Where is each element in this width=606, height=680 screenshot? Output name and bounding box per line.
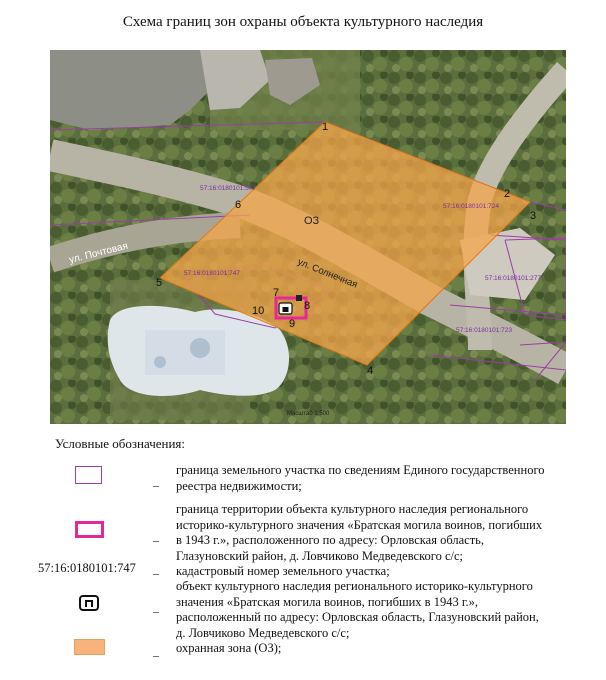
point-label: 8 — [304, 300, 311, 312]
map[interactable] — [50, 50, 566, 424]
point-label: 10 — [252, 305, 265, 317]
point-label: 9 — [289, 318, 296, 330]
monument-icon — [279, 303, 292, 314]
legend-dash: _ — [153, 474, 159, 488]
monument-marker — [296, 295, 302, 301]
legend-item-cadastral-number: кадастровый номер земельного участка; — [176, 564, 390, 578]
point-label: 5 — [156, 277, 163, 289]
legend-dash: _ — [153, 600, 159, 614]
legend-item-protection-zone: охранная зона (ОЗ); — [176, 641, 282, 655]
legend-item-monument: объект культурного наследия регионального историко-культурного значения «Братская могила воинов, погибших в 1943 г.», расположенный по адресу: Орловская область, Глазуновский район, д. Ловчиково Медведевского с/с; — [176, 579, 539, 640]
parcel-label: 57:16:0180101:723 — [456, 327, 513, 334]
point-label: 1 — [322, 121, 329, 133]
protection-zone-symbol — [74, 639, 105, 655]
point-label: 7 — [273, 287, 280, 299]
parcel-label: 57:16:0180101:724 — [443, 203, 500, 210]
point-label: 3 — [530, 210, 537, 222]
point-label: 6 — [235, 199, 242, 211]
legend-item-parcel-boundary: граница земельного участка по сведениям Единого государственного реестра недвижимости; — [176, 463, 545, 493]
monument-territory-symbol — [75, 521, 104, 538]
legend-dash: _ — [153, 529, 159, 543]
parcel-label: 57:16:0180101:747 — [184, 270, 241, 277]
point-label: 4 — [367, 365, 374, 377]
street-label: ул. Почтовая — [68, 240, 130, 266]
cadastral-number-sample: 57:16:0180101:747 — [38, 561, 136, 575]
monument-icon — [79, 595, 99, 611]
parcel-boundary-symbol — [75, 466, 102, 484]
zone-label: ОЗ — [304, 215, 320, 227]
legend-item-monument-territory: граница территории объекта культурного наследия регионального историко-культурного значения «Братская могила воинов, погибших в 1943 г.», расположенного по адресу: Орловская область, Глазуновский район, д. Ловчиково Медведевского с/с; — [176, 502, 543, 563]
legend-dash: _ — [153, 644, 159, 658]
point-label: 2 — [504, 188, 511, 200]
parcel-label: 57:16:0180101:507 — [200, 185, 257, 192]
legend-dash: _ — [153, 562, 159, 576]
page-title: Схема границ зон охраны объекта культурного наследия — [122, 14, 484, 30]
parcel-label: 57:16:0180101:277 — [485, 275, 542, 282]
legend-title: Условные обозначения: — [55, 436, 186, 451]
street-label: ул. Солнечная — [295, 256, 360, 291]
scale-label: Масштаб 1:500 — [287, 411, 330, 417]
